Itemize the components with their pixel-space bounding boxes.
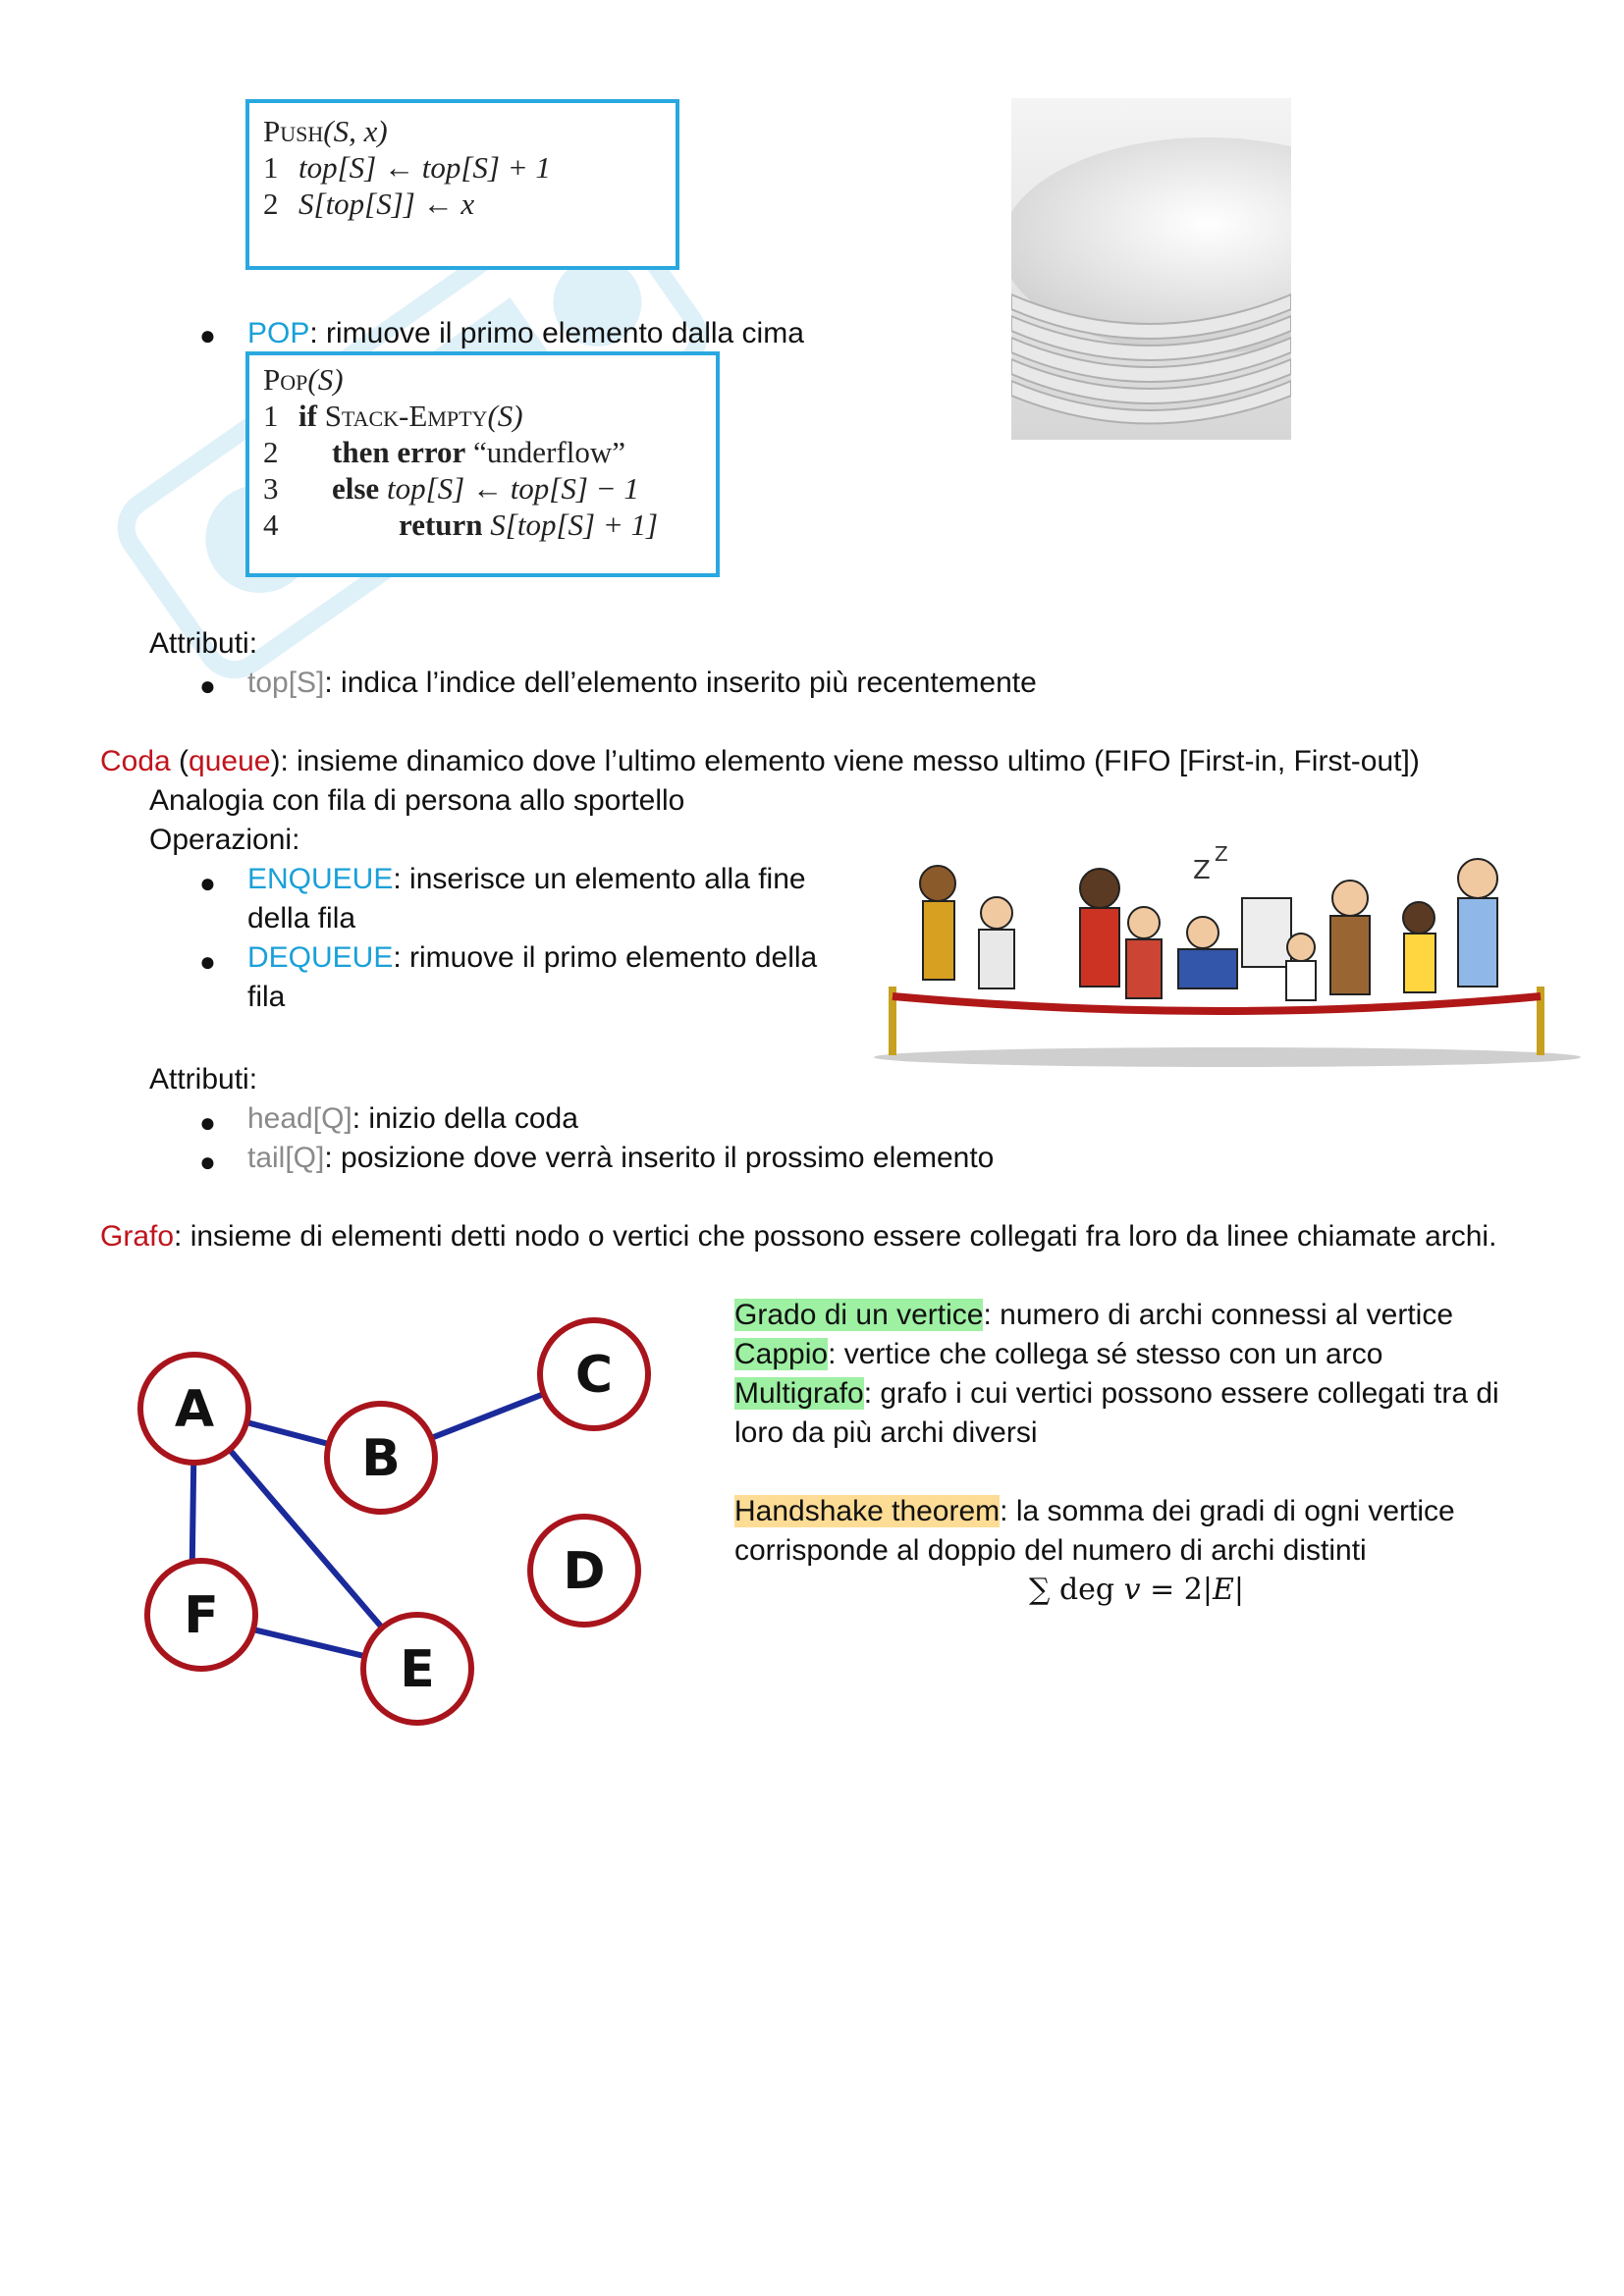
push-line-1: 1 top[S] ← top[S] + 1 bbox=[263, 150, 551, 185]
pop-term: POP bbox=[247, 317, 310, 349]
queue-attributes-label: Attributi: bbox=[149, 1063, 258, 1095]
queue-analogy: Analogia con fila di persona allo sportello bbox=[149, 784, 685, 817]
pop-line-1: 1 if Stack-Empty(S) bbox=[263, 399, 523, 433]
node-label-d: D bbox=[563, 1542, 606, 1601]
node-label-c: C bbox=[574, 1346, 614, 1405]
graph-diagram bbox=[118, 1306, 668, 1747]
queue-attr-head: head[Q]: inizio della coda bbox=[247, 1102, 578, 1135]
bullet-dot-icon: ● bbox=[199, 320, 216, 350]
pop-pseudocode-box bbox=[245, 351, 720, 577]
push-pseudocode-box bbox=[245, 99, 679, 270]
queue-attr-tail: tail[Q]: posizione dove verrà inserito il prossimo elemento bbox=[247, 1142, 995, 1174]
pop-desc: : rimuove il primo elemento dalla cima bbox=[309, 317, 804, 349]
stack-attr-top: top[S]: indica l’indice dell’elemento inserito più recentemente bbox=[247, 667, 1037, 699]
graph-terms bbox=[734, 1296, 1520, 1453]
def-multigraph: Multigrafo: grafo i cui vertici possono essere collegati tra di bbox=[734, 1377, 1499, 1410]
push-header: Push(S, x) bbox=[263, 114, 388, 148]
graph-definition: Grafo: insieme di elementi detti nodo o vertici che possono essere collegati fra loro da linee chiamate archi. bbox=[100, 1220, 1497, 1253]
queue-operations-label: Operazioni: bbox=[149, 824, 300, 856]
pop-line-2: 2 then error “underflow” bbox=[263, 435, 625, 469]
enqueue-item: ENQUEUE: inserisce un elemento alla fine della fila bbox=[247, 863, 806, 934]
bullet-dot-icon: ● bbox=[199, 868, 216, 898]
handshake-formula: ∑ deg 𝑣 = 2|𝐸| bbox=[1029, 1573, 1245, 1607]
svg-text:Z: Z bbox=[1193, 856, 1211, 885]
node-label-f: F bbox=[184, 1586, 219, 1645]
node-label-e: E bbox=[400, 1640, 435, 1699]
node-label-a: A bbox=[174, 1380, 215, 1439]
handshake-theorem: Handshake theorem: la somma dei gradi di ogni vertice corrisponde al doppio del numero di archi distinti bbox=[734, 1495, 1455, 1567]
bullet-dot-icon: ● bbox=[199, 670, 216, 701]
dequeue-item: DEQUEUE: rimuove il primo elemento della fila bbox=[247, 941, 818, 1013]
bullet-dot-icon: ● bbox=[199, 1147, 216, 1177]
bullet-dot-icon: ● bbox=[199, 946, 216, 977]
stack-attributes-label: Attributi: bbox=[149, 627, 258, 660]
pop-line-3: 3 else top[S] ← top[S] − 1 bbox=[263, 471, 639, 506]
people-queue-image bbox=[869, 839, 1586, 1075]
pop-line-4: 4 return S[top[S] + 1] bbox=[263, 507, 659, 542]
def-multigraph-cont: loro da più archi diversi bbox=[734, 1416, 1038, 1449]
stacked-plates-image bbox=[1011, 98, 1291, 440]
push-line-2: 2 S[top[S]] ← x bbox=[263, 187, 475, 221]
bullet-dot-icon: ● bbox=[199, 1107, 216, 1138]
pop-header: Pop(S) bbox=[263, 362, 344, 397]
queue-definition: Coda (queue): insieme dinamico dove l’ultimo elemento viene messo ultimo (FIFO [First-in, First-out]) bbox=[100, 745, 1420, 777]
svg-text:Z: Z bbox=[1215, 842, 1228, 866]
def-loop: Cappio: vertice che collega sé stesso con un arco bbox=[734, 1338, 1383, 1370]
pop-item bbox=[247, 314, 804, 353]
node-label-b: B bbox=[361, 1429, 401, 1488]
def-degree: Grado di un vertice: numero di archi connessi al vertice bbox=[734, 1299, 1454, 1331]
